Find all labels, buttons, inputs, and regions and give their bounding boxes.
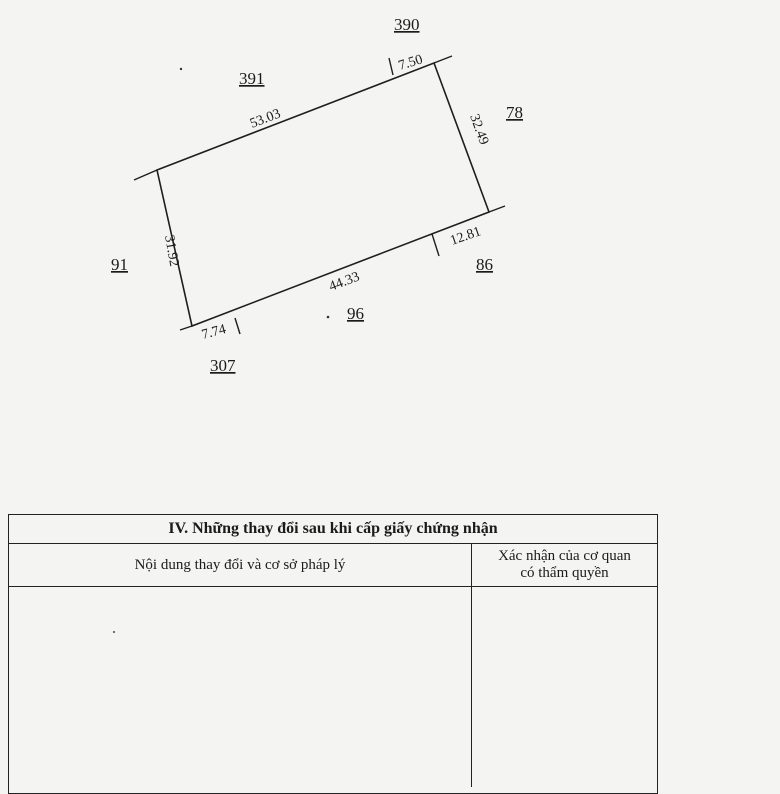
column-header-confirmation bbox=[472, 544, 657, 586]
column-header-confirmation-line1: Xác nhận của cơ quan bbox=[498, 548, 631, 564]
parcel-96: 96 bbox=[347, 304, 364, 323]
dimension-bottom-right-segment: 12.81 bbox=[448, 224, 484, 249]
table-body-row bbox=[9, 587, 657, 787]
column-header-confirmation-line2: có thẩm quyền bbox=[520, 565, 609, 581]
changes-table bbox=[8, 514, 658, 794]
dimension-right-edge: 32.49 bbox=[466, 112, 492, 147]
parcel-307: 307 bbox=[210, 356, 236, 375]
top-tick bbox=[389, 58, 393, 75]
bottom-left-tick bbox=[235, 318, 240, 334]
parcel-86: 86 bbox=[476, 255, 493, 274]
table-title: IV. Những thay đổi sau khi cấp giấy chứng nhận bbox=[9, 515, 657, 544]
parcel-91: 91 bbox=[111, 255, 128, 274]
dimension-left-edge: 31.92 bbox=[161, 234, 182, 268]
top-edge-extension-right bbox=[434, 56, 452, 63]
column-header-changes: Nội dung thay đổi và cơ sở pháp lý bbox=[9, 544, 472, 586]
table-header-row bbox=[9, 544, 657, 587]
parcel-391: 391 bbox=[239, 69, 265, 88]
speck-2 bbox=[327, 316, 330, 319]
bottom-edge-extension-right bbox=[489, 206, 505, 212]
bottom-right-tick bbox=[432, 234, 439, 256]
dimension-top-edge: 53.03 bbox=[248, 106, 283, 132]
bottom-edge-extension-left bbox=[180, 326, 192, 330]
speck-3 bbox=[113, 631, 115, 633]
parcel-78: 78 bbox=[506, 103, 523, 122]
dimension-top-right-segment: 7.50 bbox=[396, 52, 425, 74]
parcel-390: 390 bbox=[394, 15, 420, 34]
dimension-bottom-left-segment: 7.74 bbox=[200, 322, 228, 343]
top-edge-extension-left bbox=[134, 170, 157, 180]
land-parcel-outline bbox=[157, 63, 492, 326]
changes-cell bbox=[9, 587, 472, 787]
speck-1 bbox=[180, 68, 182, 70]
confirmation-cell bbox=[472, 587, 657, 787]
dimension-bottom-edge: 44.33 bbox=[327, 269, 362, 295]
